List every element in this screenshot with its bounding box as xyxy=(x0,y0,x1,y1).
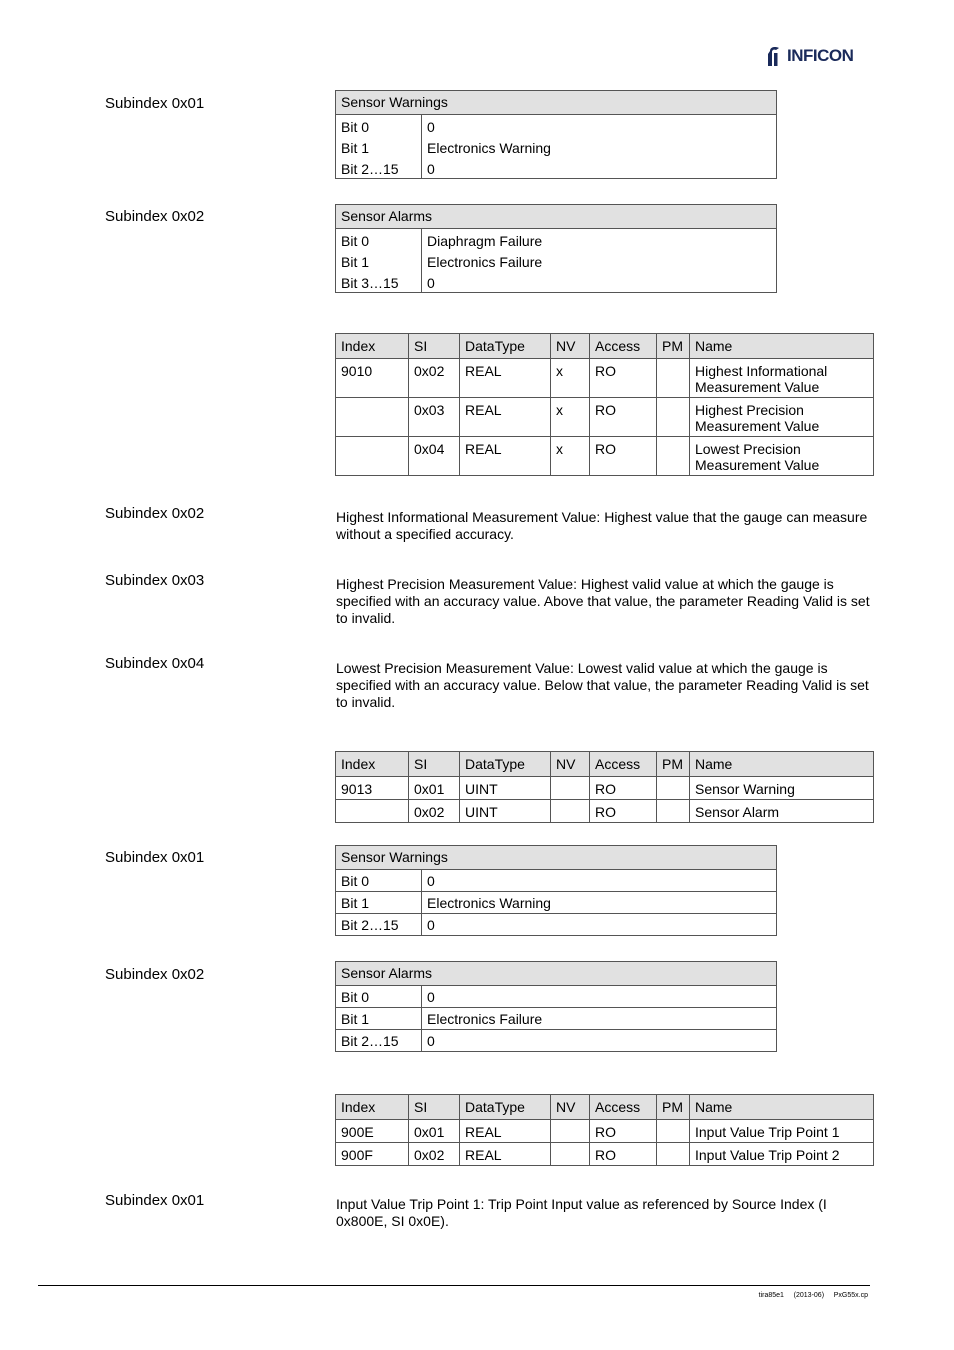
object-table-9013 xyxy=(335,751,874,823)
sensor-alarms-table xyxy=(335,961,777,1052)
col-index: Index xyxy=(336,334,409,359)
cell: x xyxy=(551,398,590,437)
cell xyxy=(657,777,690,800)
subindex-label: Subindex 0x01 xyxy=(105,1192,205,1209)
col-si: SI xyxy=(409,1095,460,1120)
col-access: Access xyxy=(590,752,657,777)
cell xyxy=(657,1143,690,1166)
table-row xyxy=(336,359,874,398)
cell xyxy=(551,1143,590,1166)
table-title: Sensor Alarms xyxy=(336,962,777,986)
bit-cell: Bit 3…15 xyxy=(336,271,422,293)
subindex-label: Subindex 0x01 xyxy=(105,95,205,112)
cell xyxy=(657,437,690,476)
table-row xyxy=(336,1143,874,1166)
cell: Sensor Warning xyxy=(690,777,874,800)
inficon-logo-icon xyxy=(767,45,785,67)
cell: RO xyxy=(590,437,657,476)
cell: Sensor Alarm xyxy=(690,800,874,823)
footer-divider xyxy=(38,1285,870,1286)
table-title: Sensor Alarms xyxy=(336,205,777,229)
table-row xyxy=(336,271,777,293)
cell: 0x02 xyxy=(409,800,460,823)
cell xyxy=(336,437,409,476)
description-text: Lowest Precision Measurement Value: Lowest valid value at which the gauge is specified with an accuracy value. Below that value, the parameter Reading Valid is set to invalid. xyxy=(336,660,869,710)
table-row xyxy=(336,870,777,892)
col-nv: NV xyxy=(551,752,590,777)
desc-cell: 0 xyxy=(422,870,777,892)
sensor-warnings-table xyxy=(335,845,777,936)
cell: 9010 xyxy=(336,359,409,398)
table-row xyxy=(336,157,777,179)
cell xyxy=(336,800,409,823)
col-name: Name xyxy=(690,752,874,777)
logo-text: INFICON xyxy=(787,46,854,65)
bit-cell: Bit 1 xyxy=(336,250,422,271)
cell: 0x01 xyxy=(409,1120,460,1143)
col-index: Index xyxy=(336,1095,409,1120)
table-row xyxy=(336,398,874,437)
cell: REAL xyxy=(460,437,551,476)
table-row xyxy=(336,800,874,823)
table-row xyxy=(336,115,777,137)
bit-cell: Bit 2…15 xyxy=(336,914,422,936)
cell: Input Value Trip Point 1 xyxy=(690,1120,874,1143)
table-row xyxy=(336,892,777,914)
cell: Input Value Trip Point 2 xyxy=(690,1143,874,1166)
cell xyxy=(657,359,690,398)
cell xyxy=(551,777,590,800)
col-nv: NV xyxy=(551,1095,590,1120)
cell: RO xyxy=(590,1143,657,1166)
table-row xyxy=(336,229,777,251)
subindex-label: Subindex 0x02 xyxy=(105,966,205,983)
col-si: SI xyxy=(409,752,460,777)
cell: UINT xyxy=(460,777,551,800)
footer-doc-id: tira85e1 (2013-06) PxG55x.cp xyxy=(758,1292,868,1299)
table-row xyxy=(336,777,874,800)
table-row xyxy=(336,250,777,271)
table-row xyxy=(336,1120,874,1143)
cell: 0x02 xyxy=(409,1143,460,1166)
desc-cell: Electronics Warning xyxy=(427,140,551,156)
desc-cell: 0 xyxy=(422,986,777,1008)
desc-cell: Diaphragm Failure xyxy=(427,233,543,249)
bit-cell: Bit 0 xyxy=(336,870,422,892)
desc-cell: 0 xyxy=(427,119,435,135)
col-pm: PM xyxy=(657,1095,690,1120)
bit-cell: Bit 1 xyxy=(336,136,422,157)
desc-cell: Electronics Warning xyxy=(422,892,777,914)
desc-cell: 0 xyxy=(422,914,777,936)
bit-cell: Bit 2…15 xyxy=(336,1030,422,1052)
cell: 900E xyxy=(336,1120,409,1143)
subindex-label: Subindex 0x02 xyxy=(105,505,205,522)
description-text: Highest Precision Measurement Value: Highest valid value at which the gauge is specified with an accuracy value. Above that value, the parameter Reading Valid is set to invalid. xyxy=(336,576,870,626)
bit-cell: Bit 0 xyxy=(336,115,422,137)
object-table-900e xyxy=(335,1094,874,1166)
subindex-label: Subindex 0x04 xyxy=(105,655,205,672)
cell: RO xyxy=(590,398,657,437)
table-row xyxy=(336,136,777,157)
sensor-alarms-table xyxy=(335,204,777,293)
sensor-warnings-table xyxy=(335,90,777,179)
col-index: Index xyxy=(336,752,409,777)
cell: RO xyxy=(590,800,657,823)
cell xyxy=(551,1120,590,1143)
subindex-label: Subindex 0x03 xyxy=(105,572,205,589)
desc-cell: 0 xyxy=(427,275,435,291)
cell: 0x01 xyxy=(409,777,460,800)
desc-cell: 0 xyxy=(422,1030,777,1052)
cell: 0x03 xyxy=(409,398,460,437)
cell: REAL xyxy=(460,1120,551,1143)
cell xyxy=(336,398,409,437)
cell: REAL xyxy=(460,359,551,398)
bit-cell: Bit 1 xyxy=(336,892,422,914)
table-row xyxy=(336,1008,777,1030)
table-title: Sensor Warnings xyxy=(336,846,777,870)
col-access: Access xyxy=(590,1095,657,1120)
cell: 900F xyxy=(336,1143,409,1166)
cell xyxy=(657,800,690,823)
cell: x xyxy=(551,359,590,398)
col-datatype: DataType xyxy=(460,1095,551,1120)
col-access: Access xyxy=(590,334,657,359)
desc-cell: Electronics Failure xyxy=(427,254,543,270)
cell: RO xyxy=(590,777,657,800)
subindex-label: Subindex 0x02 xyxy=(105,208,205,225)
cell: Highest Informational Measurement Value xyxy=(690,359,874,398)
cell: Highest Precision Measurement Value xyxy=(690,398,874,437)
description-text: Input Value Trip Point 1: Trip Point Input value as referenced by Source Index (I 0x800E, SI 0x0E). xyxy=(336,1196,827,1229)
cell: 0x02 xyxy=(409,359,460,398)
col-nv: NV xyxy=(551,334,590,359)
bit-cell: Bit 1 xyxy=(336,1008,422,1030)
cell xyxy=(657,1120,690,1143)
cell xyxy=(657,398,690,437)
desc-cell: 0 xyxy=(427,161,435,177)
col-name: Name xyxy=(690,1095,874,1120)
col-datatype: DataType xyxy=(460,752,551,777)
table-row xyxy=(336,1030,777,1052)
col-si: SI xyxy=(409,334,460,359)
col-name: Name xyxy=(690,334,874,359)
table-title: Sensor Warnings xyxy=(336,91,777,115)
inficon-logo xyxy=(767,45,853,67)
cell: 0x04 xyxy=(409,437,460,476)
col-pm: PM xyxy=(657,752,690,777)
col-datatype: DataType xyxy=(460,334,551,359)
object-table-9010 xyxy=(335,333,874,476)
bit-cell: Bit 2…15 xyxy=(336,157,422,179)
cell: Lowest Precision Measurement Value xyxy=(690,437,874,476)
cell: UINT xyxy=(460,800,551,823)
table-row xyxy=(336,437,874,476)
description-text: Highest Informational Measurement Value: Highest value that the gauge can measure without a specified accuracy. xyxy=(336,509,868,542)
cell: RO xyxy=(590,1120,657,1143)
bit-cell: Bit 0 xyxy=(336,986,422,1008)
desc-cell: Electronics Failure xyxy=(422,1008,777,1030)
subindex-label: Subindex 0x01 xyxy=(105,849,205,866)
table-row xyxy=(336,914,777,936)
cell: REAL xyxy=(460,1143,551,1166)
cell xyxy=(551,800,590,823)
cell: x xyxy=(551,437,590,476)
cell: REAL xyxy=(460,398,551,437)
col-pm: PM xyxy=(657,334,690,359)
bit-cell: Bit 0 xyxy=(336,229,422,251)
cell: 9013 xyxy=(336,777,409,800)
table-row xyxy=(336,986,777,1008)
cell: RO xyxy=(590,359,657,398)
